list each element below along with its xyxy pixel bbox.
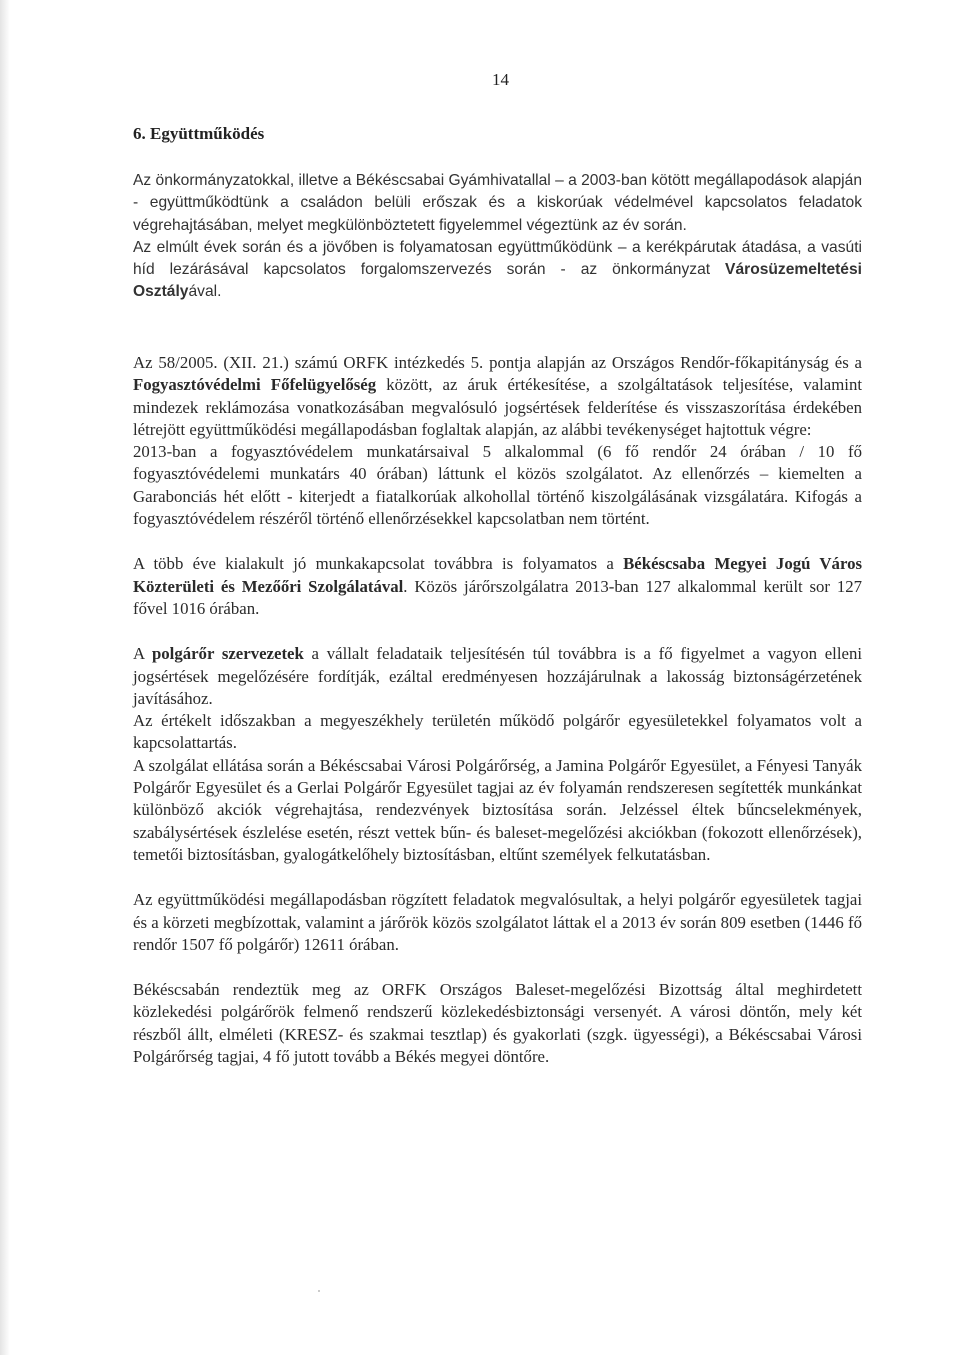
paragraph-text: között, az áruk értékesítése, a szolgáltatások teljesítése, valamint mindezek reklámozása vonatkozásában megvalósuló jogsértések felderítése és visszaszorítása érdekében létrejött együttműködési megállapodásban foglaltak alapján, az alábbi tevékenységet hajtottuk végre: [133, 375, 862, 439]
paragraph-consumer-protection: 2013-ban a fogyasztóvédelem munkatársaival 5 alkalommal (6 fő rendőr 24 órában / 10 fő fogyasztóvédelemi munkatárs 40 órában) láttunk el közös szolgálatot. Az ellenőrzés – kiemelten a Garabonciás hét előtt - kiterjedt a fiatalkorúak alkohollal történő kiszolgálásának vizsgálatára. Kifogás a fogyasztóvédelem részéről történő ellenőrzésekkel kapcsolatban nem történt. [133, 442, 862, 529]
paragraph-text: ával. [188, 283, 222, 301]
page-number: 14 [492, 70, 509, 89]
bold-service-name: Békéscsaba Megyei Jogú Város Közterületi és Mezőőri Szolgálatával [133, 554, 863, 596]
bold-agency-name: Fogyasztóvédelmi Főfelügyelőség [133, 375, 377, 395]
paragraph-orfk-agreement [133, 352, 862, 441]
paragraph-gap [133, 530, 862, 553]
paragraph-text: A [133, 644, 152, 664]
paragraph-city-operations [133, 237, 862, 304]
document-body-serif [133, 352, 862, 1068]
paragraph-public-space-service [133, 553, 862, 620]
paragraph-text: a vállalt feladataik teljesítésén túl továbbra is a fő figyelmet a vagyon elleni jogsértések megelőzésére fordítják, ezáltal eredményesen hozzájárulnak a lakosság biztonságérzetének javításához. [133, 644, 863, 708]
paragraph-text: Az 58/2005. (XII. 21.) számú ORFK intézkedés 5. pontja alapján az Országos Rendőr-főkapitányság és a [133, 353, 862, 372]
paragraph-liaison: Az értékelt időszakban a megyeszékhely területén működő polgárőr egyesületekkel folyamatos volt a kapcsolattartás. [133, 711, 862, 753]
paragraph-service-support: A szolgálat ellátása során a Békéscsabai Városi Polgárőrség, a Jamina Polgárőr Egyesület, a Fényesi Tanyák Polgárőr Egyesület és a Gerlai Polgárőr Egyesület tagjai az év folyamán rendszeresen segítették munkánkat különböző akciók végrehajtása, rendezvények biztosítása során. Jelzéssel éltek bűncselekmények, szabálysértések észlelése esetén, részt vettek bűn- és baleset-megelőzési akciókban (fokozott ellenőrzések), temetői biztosításban, gyalogátkelőhely biztosításban, eltűnt személyek felkutatásban. [133, 755, 862, 864]
paragraph-traffic-competition: Békéscsabán rendeztük meg az ORFK Országos Baleset-megelőzési Bizottság által meghirdetett közlekedési polgárőrök felmenő rendszerű közlekedésbiztonsági versenyét. A városi döntőn, mely két részből állt, elméleti (KRESZ- és szakmai tesztlap) és gyakorlati (szgk. ügyességi), a Békéscsabai Városi Polgárőrség tagjai, 4 fő jutott tovább a Békés megyei döntőre. [133, 980, 862, 1067]
scan-speck [318, 1290, 320, 1292]
paragraph-text: A több éve kialakult jó munkakapcsolat továbbra is folyamatos a [133, 554, 624, 574]
paragraph-gap [133, 956, 862, 979]
section-title: 6. Együttműködés [133, 124, 265, 143]
paragraph-text: Az elmúlt évek során és a jövőben is folyamatosan együttműködünk – a kerékpárutak átadása, a vasúti híd lezárásával kapcsolatos forgalomszervezés során - az önkormányzat [133, 238, 862, 279]
paragraph-agreement-results: Az együttműködési megállapodásban rögzített feladatok megvalósultak, a helyi polgárőr egyesületek tagjai és a körzeti megbízottak, valamint a járőrök közös szolgálatot láttak el a 2013 év során 809 esetben (1446 fő rendőr 1507 fő polgárőr) 12611 órában. [133, 890, 862, 954]
paragraph-gap [133, 620, 862, 643]
bold-civil-guards: polgárőr szervezetek [151, 644, 304, 664]
bold-department-name: Városüzemeltetési Osztály [133, 261, 862, 301]
scan-edge-shadow [0, 0, 10, 1355]
paragraph-text: . Közös járőrszolgálatra 2013-ban 127 alkalommal került sor 127 fővel 1016 órában. [133, 576, 862, 618]
paragraph-gap [133, 866, 862, 889]
paragraph-civil-guards [133, 643, 862, 710]
paragraph-intro-cooperation: Az önkormányzatokkal, illetve a Békéscsabai Gyámhivatallal – a 2003-ban kötött megállapodások alapján - együttműködtünk a családon belüli erőszak és a kiskorúak védelmével kapcsolatos feladatok végrehajtásában, melyet megkülönböztetett figyelemmel végeztünk az év során. [133, 172, 862, 234]
document-body [133, 170, 862, 304]
